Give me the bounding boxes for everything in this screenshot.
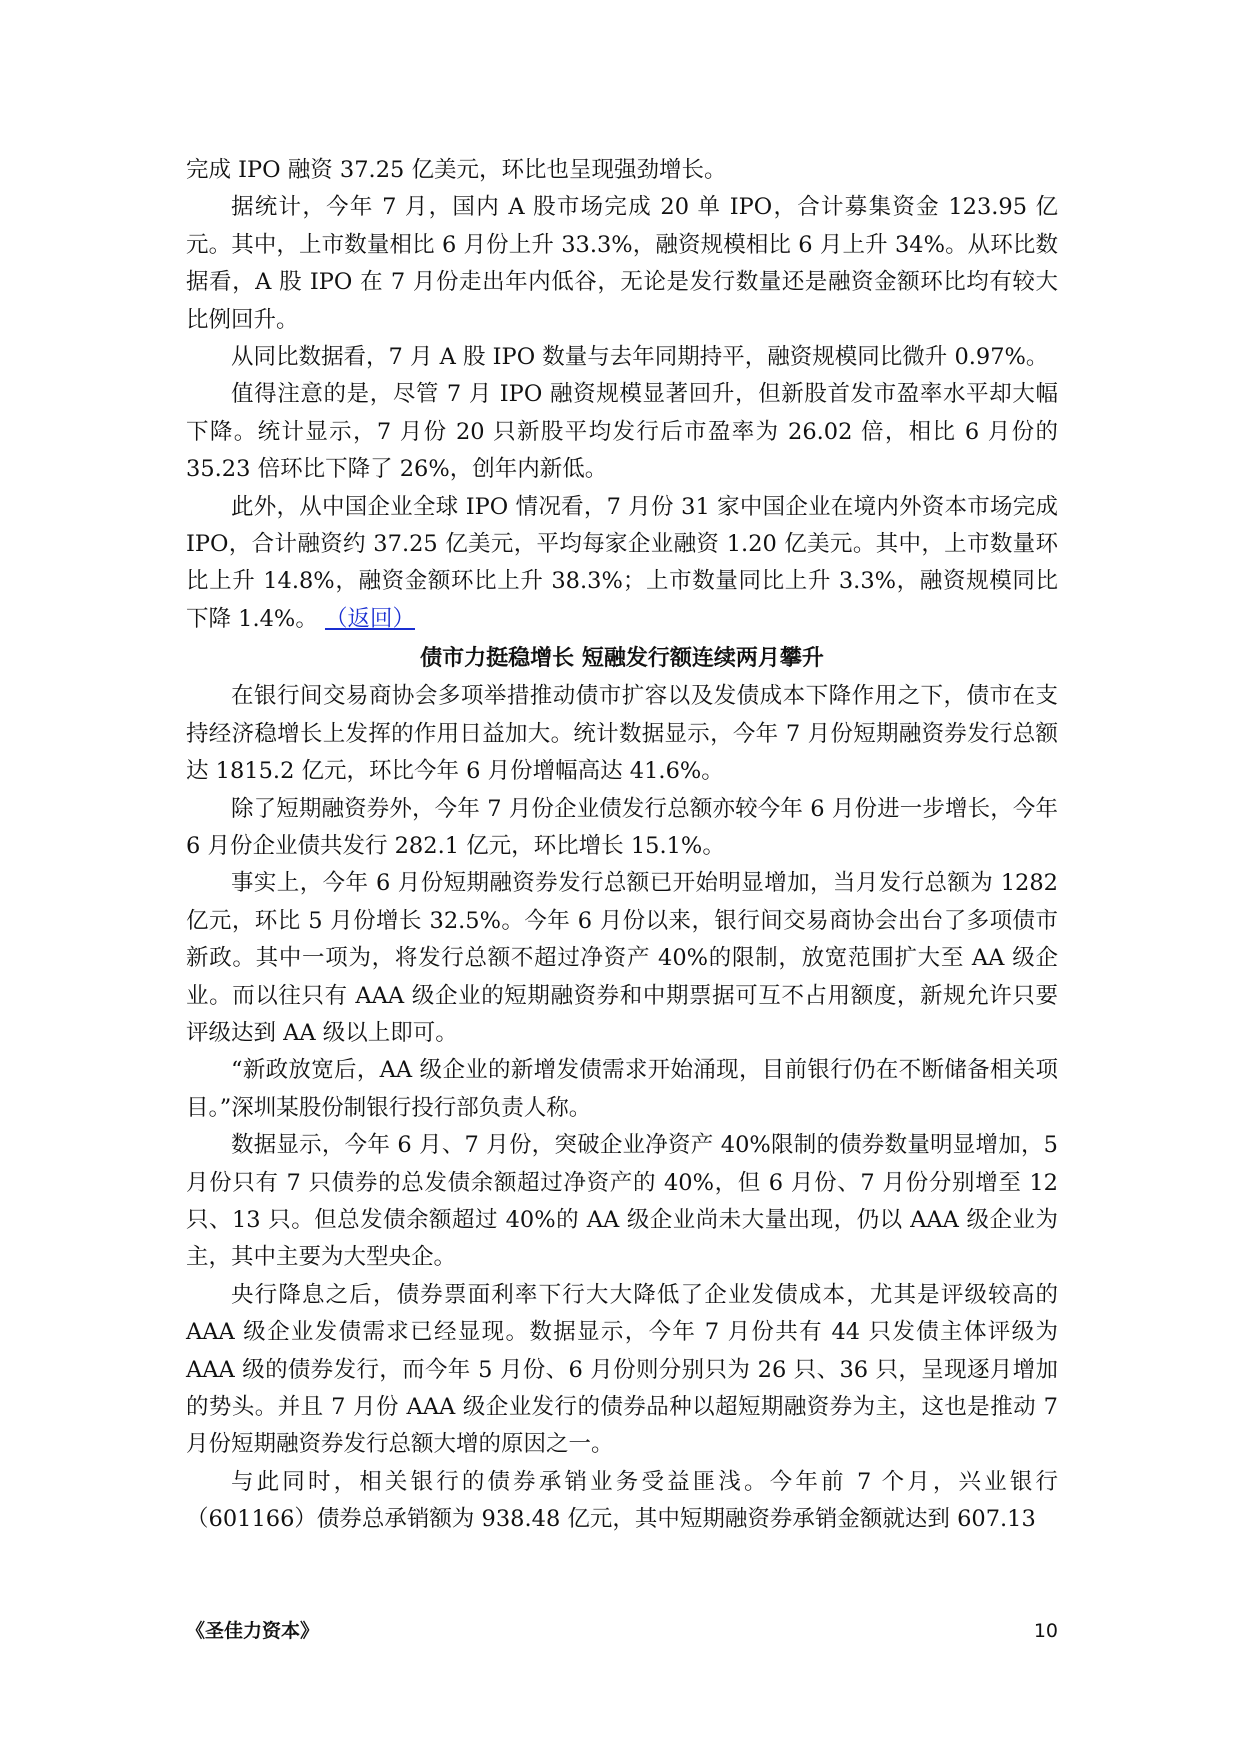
paragraph-corporate-bonds: 除了短期融资券外，今年 7 月份企业债发行总额亦较今年 6 月份进一步增长，今年 6 月份企业债共发行 282.1 亿元，环比增长 15.1%。 bbox=[186, 795, 1058, 859]
paragraph-ipo-statistics: 据统计，今年 7 月，国内 A 股市场完成 20 单 IPO，合计募集资金 123.95 亿元。其中，上市数量相比 6 月份上升 33.3%，融资规模相比 6 月上升 34%。从环比数据看，A 股 IPO 在 7 月份走出年内低谷，无论是发行数量还是融资金额环比均有较大比例回升。 bbox=[186, 194, 1058, 333]
page-footer bbox=[186, 1614, 1058, 1648]
paragraph-ipo-intro: 完成 IPO 融资 37.25 亿美元，环比也呈现强劲增长。 bbox=[186, 157, 727, 183]
paragraph-underwriting: 与此同时，相关银行的债券承销业务受益匪浅。今年前 7 个月，兴业银行（601166）债券总承销额为 938.48 亿元，其中短期融资券承销金额就达到 607.13 bbox=[186, 1468, 1058, 1533]
return-link[interactable]: （返回） bbox=[324, 605, 415, 632]
paragraph-ipo-yoy: 从同比数据看，7 月 A 股 IPO 数量与去年同期持平，融资规模同比微升 0.97%。 bbox=[231, 344, 1049, 371]
publication-name: 《圣佳力资本》 bbox=[186, 1620, 320, 1642]
paragraph-rate-cut: 央行降息之后，债券票面利率下行大大降低了企业发债成本，尤其是评级较高的 AAA 级企业发债需求已经显现。数据显示，今年 7 月份共有 44 只发债主体评级为 AAA 级的债券发行，而今年 5 月份、6 月份则分别只为 26 只、36 只，呈现逐月增加的势头。并且 7 月份 AAA 级企业发行的债券品种以超短期融资券为主，这也是推动 7 月份短期融资券发行总额大增的原因之一。 bbox=[186, 1281, 1058, 1458]
paragraph-quote: “新政放宽后，AA 级企业的新增发债需求开始涌现，目前银行仍在不断储备相关项目。”深圳某股份制银行投行部负责人称。 bbox=[186, 1057, 1058, 1121]
paragraph-40-percent-limit: 数据显示，今年 6 月、7 月份，突破企业净资产 40%限制的债券数量明显增加，5 月份只有 7 只债券的总发债余额超过净资产的 40%，但 6 月份、7 月份分别增至 12 只、13 只。但总发债余额超过 40%的 AA 级企业尚未大量出现，仍以 AAA 级企业为主，其中主要为大型央企。 bbox=[186, 1132, 1058, 1271]
page-number: 10 bbox=[1033, 1620, 1058, 1642]
document-body bbox=[186, 152, 1058, 1539]
paragraph-bond-intro: 在银行间交易商协会多项举措推动债市扩容以及发债成本下降作用之下，债市在支持经济稳增长上发挥的作用日益加大。统计数据显示，今年 7 月份短期融资券发行总额达 1815.2 亿元，环比今年 6 月份增幅高达 41.6%。 bbox=[186, 683, 1058, 785]
article-title: 债市力挺稳增长 短融发行额连续两月攀升 bbox=[420, 646, 824, 672]
paragraph-new-policy: 事实上，今年 6 月份短期融资券发行总额已开始明显增加，当月发行总额为 1282 亿元，环比 5 月份增长 32.5%。今年 6 月份以来，银行间交易商协会出台了多项债市新政。其中一项为，将发行总额不超过净资产 40%的限制，放宽范围扩大至 AA 级企业。而以往只有 AAA 级企业的短期融资券和中期票据可互不占用额度，新规允许只要评级达到 AA 级以上即可。 bbox=[186, 870, 1058, 1046]
paragraph-ipo-pe-ratio: 值得注意的是，尽管 7 月 IPO 融资规模显著回升，但新股首发市盈率水平却大幅下降。统计显示，7 月份 20 只新股平均发行后市盈率为 26.02 倍，相比 6 月份的 35.23 倍环比下降了 26%，创年内新低。 bbox=[186, 381, 1058, 483]
paragraph-ipo-global-text: 此外，从中国企业全球 IPO 情况看，7 月份 31 家中国企业在境内外资本市场完成 IPO，合计融资约 37.25 亿美元，平均每家企业融资 1.20 亿美元。其中，上市数量环比上升 14.8%，融资金额环比上升 38.3%；上市数量同比上升 3.3%，融资规模同比下降 1.4%。 bbox=[186, 493, 1058, 632]
paragraph-ipo-global bbox=[186, 489, 1058, 639]
